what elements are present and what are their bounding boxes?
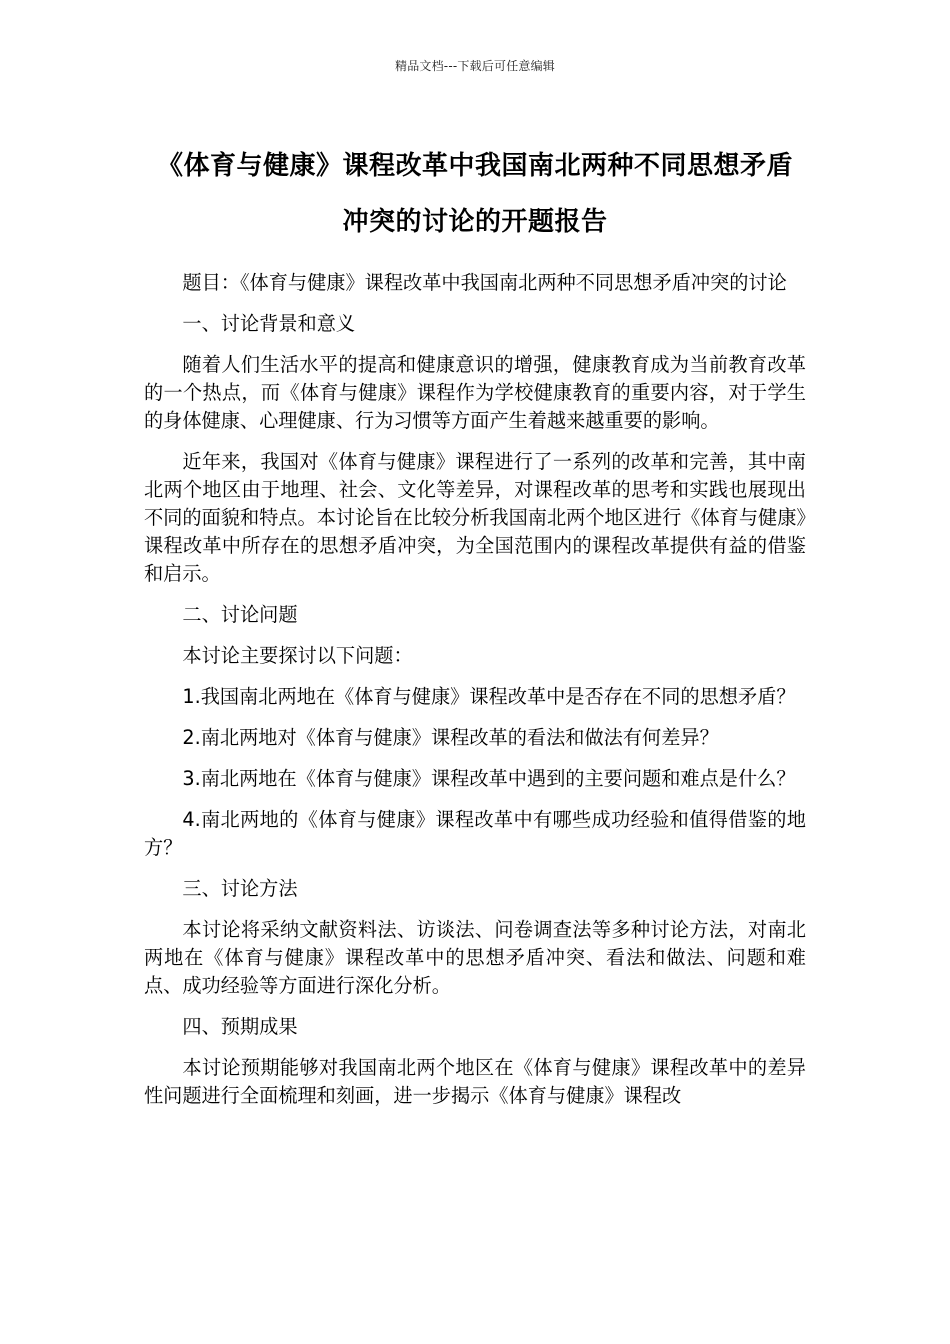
question-item: 4.南北两地的《体育与健康》课程改革中有哪些成功经验和值得借鉴的地方？ xyxy=(144,808,806,859)
section-heading-questions: 二、讨论问题 xyxy=(182,603,298,626)
body-paragraph: 本讨论预期能够对我国南北两个地区在《体育与健康》课程改革中的差异性问题进行全面梳理和刻画，进一步揭示《体育与健康》课程改 xyxy=(144,1056,806,1107)
topic-paragraph: 题目：《体育与健康》课程改革中我国南北两种不同思想矛盾冲突的讨论 xyxy=(182,271,787,294)
question-item: 1.我国南北两地在《体育与健康》课程改革中是否存在不同的思想矛盾？ xyxy=(182,685,796,708)
section-heading-methods: 三、讨论方法 xyxy=(182,877,298,900)
question-item: 3.南北两地在《体育与健康》课程改革中遇到的主要问题和难点是什么？ xyxy=(182,767,796,790)
body-paragraph: 随着人们生活水平的提高和健康意识的增强，健康教育成为当前教育改革的一个热点，而《体育与健康》课程作为学校健康教育的重要内容，对于学生的身体健康、心理健康、行为习惯等方面产生着越来越重要的影响。 xyxy=(144,353,806,432)
section-heading-outcomes: 四、预期成果 xyxy=(182,1015,298,1038)
page-header: 精品文档---下载后可任意编辑 xyxy=(395,59,555,73)
document-body xyxy=(144,269,806,1123)
body-paragraph: 本讨论将采纳文献资料法、访谈法、问卷调查法等多种讨论方法，对南北两地在《体育与健康》课程改革中的思想矛盾冲突、看法和做法、问题和难点、成功经验等方面进行深化分析。 xyxy=(144,918,806,997)
body-paragraph: 近年来，我国对《体育与健康》课程进行了一系列的改革和完善，其中南北两个地区由于地理、社会、文化等差异，对课程改革的思考和实践也展现出不同的面貌和特点。本讨论旨在比较分析我国南北两个地区进行《体育与健康》课程改革中所存在的思想矛盾冲突，为全国范围内的课程改革提供有益的借鉴和启示。 xyxy=(144,450,806,585)
section-heading-background: 一、讨论背景和意义 xyxy=(182,312,356,335)
document-title: 《体育与健康》课程改革中我国南北两种不同思想矛盾冲突的讨论的开题报告 xyxy=(156,151,793,237)
question-item: 2.南北两地对《体育与健康》课程改革的看法和做法有何差异？ xyxy=(182,726,719,749)
body-paragraph: 本讨论主要探讨以下问题： xyxy=(182,644,413,667)
